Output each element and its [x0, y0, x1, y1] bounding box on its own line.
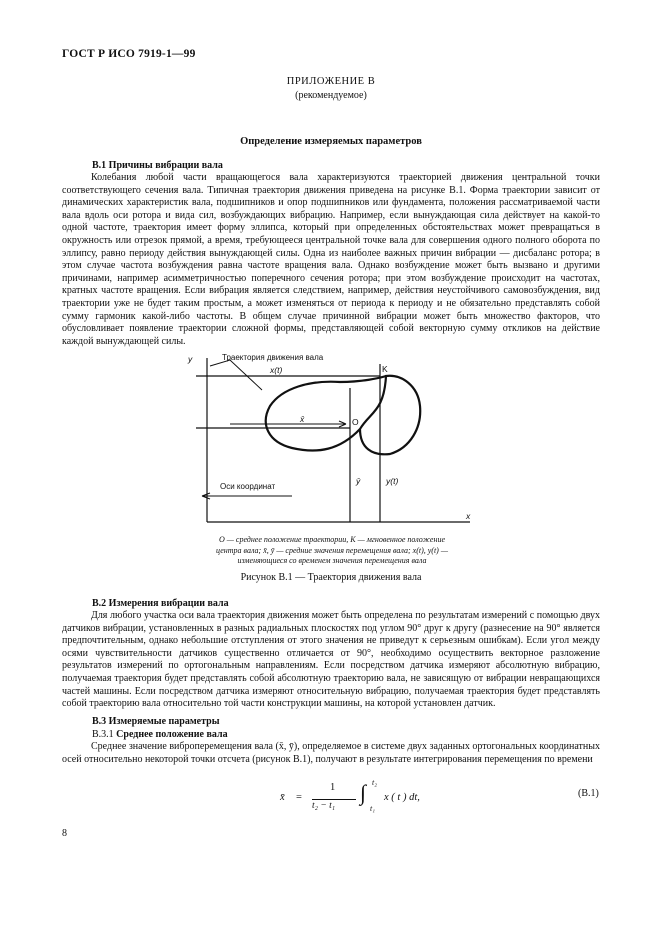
heading-b3: В.3 Измеряемые параметры — [92, 716, 220, 727]
annex-title: ПРИЛОЖЕНИЕ В — [286, 76, 376, 87]
page-number: 8 — [62, 828, 67, 839]
document-header: ГОСТ Р ИСО 7919-1—99 — [62, 48, 196, 60]
formula-integrand: x ( t ) dt, — [384, 792, 420, 803]
y-bar-label: ȳ — [356, 476, 361, 486]
annex-subtitle: (рекомендуемое) — [295, 90, 367, 101]
k-label: K — [382, 364, 388, 374]
paragraph-b3: Среднее значение виброперемещения вала (x̄, ȳ), определяемое в системе двух заданных ортогональных координатных осей относительно некоторой точки отсчета (рисунок В.1), получают в результате интегрирования перемещения по времени — [62, 741, 600, 765]
formula-b1 — [280, 778, 480, 830]
trajectory-leader — [210, 360, 262, 390]
trajectory-curve — [266, 376, 420, 455]
equation-number: (B.1) — [578, 788, 599, 799]
trajectory-figure — [170, 346, 490, 530]
formula-denominator: t₂ − t₁ — [312, 801, 336, 811]
formula-fraction-bar — [312, 799, 356, 800]
integral-upper: t₂ — [372, 778, 378, 787]
axes-label: Оси координат — [220, 482, 276, 491]
formula-eq: = — [296, 792, 302, 803]
section-title: Определение измеряемых параметров — [240, 136, 422, 147]
subheading-title: Среднее положение вала — [116, 729, 228, 740]
formula-numerator: 1 — [330, 782, 336, 793]
figure-title: Рисунок В.1 — Траектория движения вала — [240, 572, 422, 583]
y-t-label: y(t) — [386, 476, 399, 486]
o-label: O — [352, 417, 359, 427]
x-t-label: x(t) — [270, 365, 283, 375]
integral-sign: ∫ — [360, 780, 367, 805]
paragraph-b1: Колебания любой части вращающегося вала характеризуются траекторией движения центральной точки соответствующего сечения вала. Типичная траектория движения приведена на рисунке В.1. Форма траектории зависит от динамических характеристик вала, подшипников и опор подшипников или фундамента, положения рассматриваемой части вала вдоль оси ротора и вида сил, возбуждающих вибрацию. Например, если вынуждающая сила действует на какой-то одной частоте, траектория имеет форму эллипса, который при определенных обстоятельствах может превращаться в окружность или отрезок прямой, а время, требующееся центральной точке вала для совершения одного полного оборота по эллипсу, равно периоду действия вынуждающей силы. Одна из наиболее важных причин вибрации — дисбаланс ротора; в этом случае частота возбуждения равна частоте вращения вала. Однако возбуждение может быть вызвано и другими причинами, например асимметричностью поперечного сечения ротора; при этом возбуждение происходит на частотах, кратных частоте вращения. Если вибрация является следствием, например, действия неустойчивого самовозбуждения, вид траектории уже не будет таким простым, а может изменяться от периода к периоду и не обязательно представлять собой сумму гармоник какой-либо частоты. В общем случае причинной вибрации может быть множество факторов, что обусловливает появление траектории сложной формы, представляющей собой векторную сумму откликов на действие каждой вынуждающей силы. — [62, 172, 600, 347]
x-bar-label: x̄ — [300, 414, 305, 424]
subheading-number: В.3.1 — [92, 729, 114, 740]
caption-line: изменяющиеся со временем значения перемещения вала — [237, 556, 427, 566]
subheading-b31 — [92, 729, 228, 740]
figure-caption — [186, 535, 478, 567]
caption-line: центра вала; x̄, ȳ — средние значения перемещения вала; x(t), y(t) — — [216, 545, 448, 555]
x-axis-label: x — [466, 511, 471, 521]
formula-lhs: x̄ — [280, 792, 285, 803]
caption-line: O — среднее положение траектории, K — мгновенное положение — [219, 535, 445, 544]
integral-lower: t₁ — [370, 804, 376, 813]
heading-b1: В.1 Причины вибрации вала — [92, 160, 223, 171]
trajectory-label: Траектория движения вала — [222, 353, 324, 362]
paragraph-b2: Для любого участка оси вала траектория движения может быть определена по результатам измерений с помощью двух датчиков вибрации, установленных в разных радиальных плоскостях под углом 90° друг к другу (разнесение на 90° является предпочтительным, однако небольшие отступления от этого значения не приведут к серьезным ошибкам). Если угол между осями чувствительности датчиков существенно отличается от 90°, необходимо осуществить векторное разложение результатов измерений по ортогональным направлениям. Если посредством датчика измеряют абсолютную вибрацию, получаемая траектория будет представлять собой абсолютную траекторию вала, не зависящую от вибрации невращающихся частей машины. Если посредством датчика измеряют относительную вибрацию, получаемая траектория будет представлять собой траекторию вала относительно той части конструкции машины, на которой установлен датчик. — [62, 610, 600, 710]
y-axis-label: y — [188, 354, 193, 364]
heading-b2: В.2 Измерения вибрации вала — [92, 598, 229, 609]
